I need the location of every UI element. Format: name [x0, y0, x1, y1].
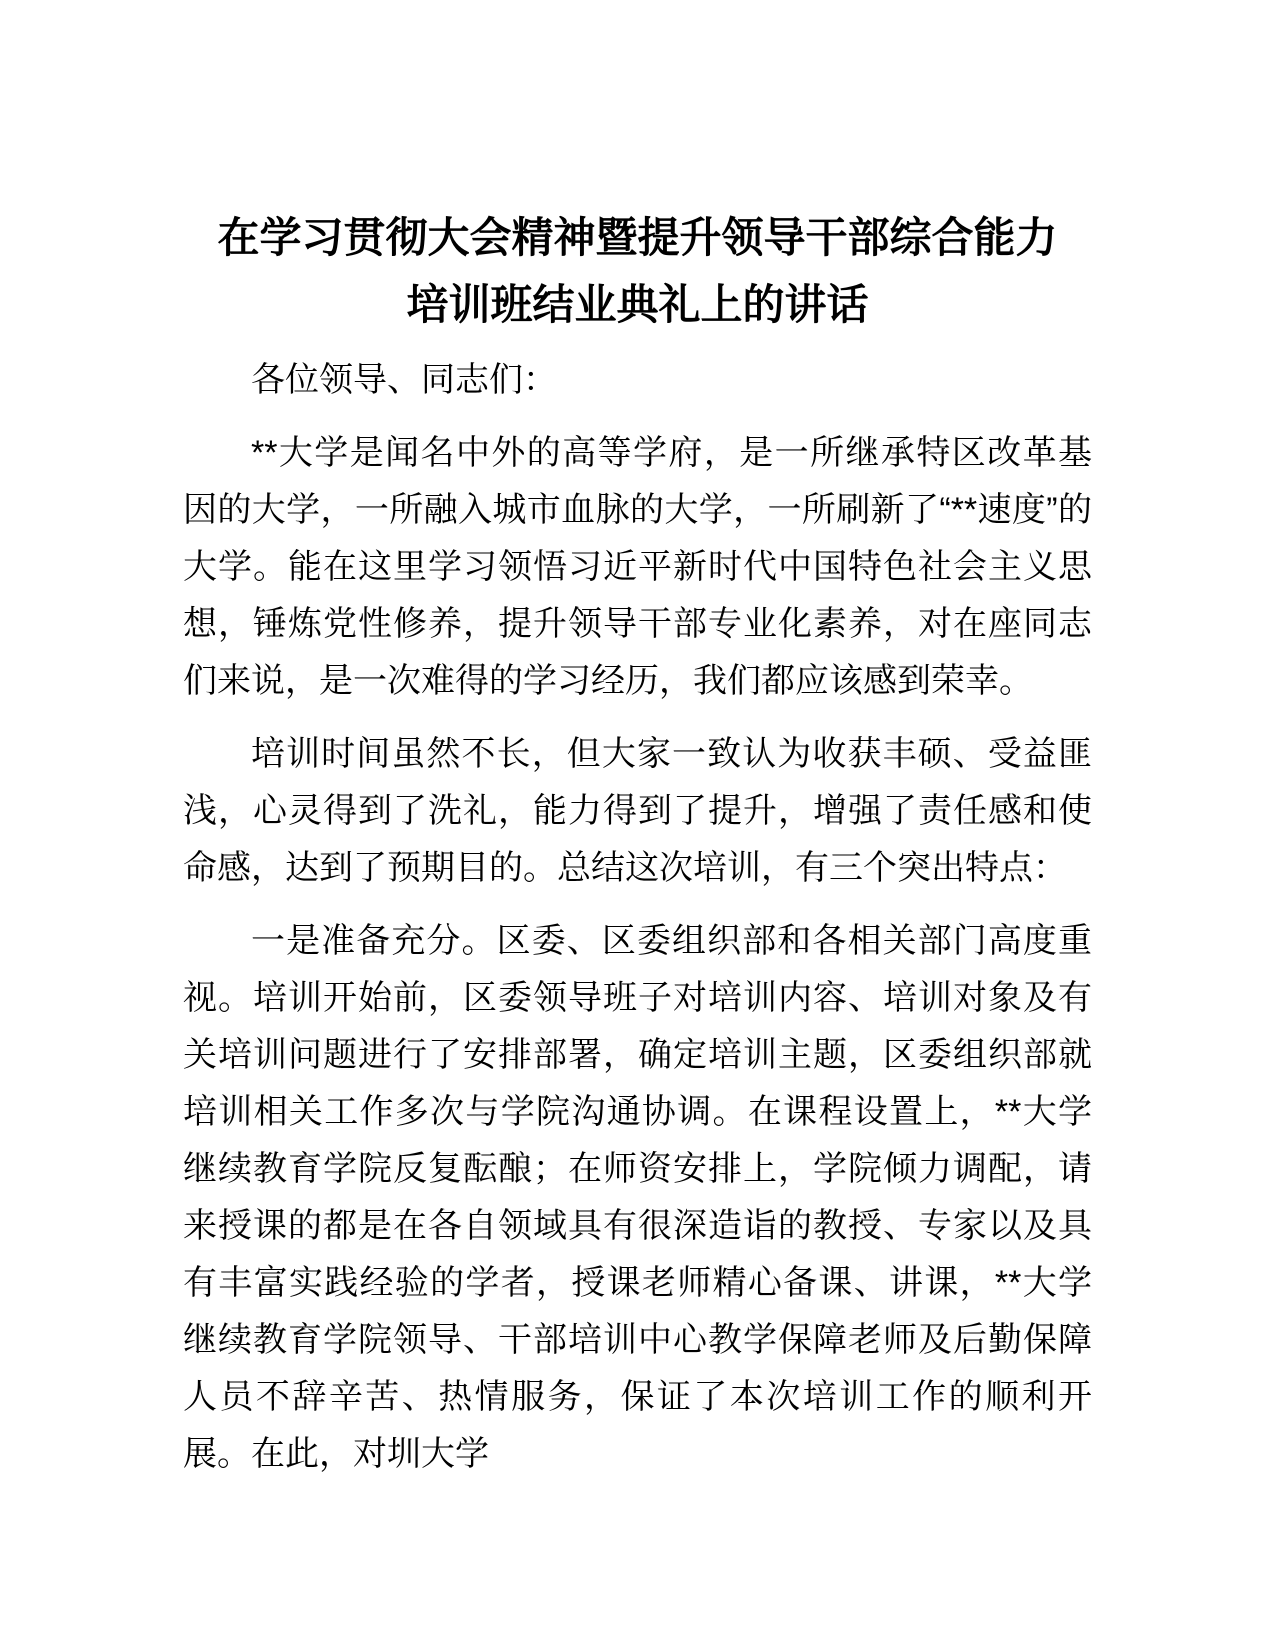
title-line-2: 培训班结业典礼上的讲话 [406, 281, 869, 328]
document-title [183, 204, 1092, 338]
salutation-paragraph: 各位领导、同志们： [251, 361, 557, 399]
title-line-1: 在学习贯彻大会精神暨提升领导干部综合能力 [217, 214, 1058, 261]
paragraph-university-intro: **大学是闻名中外的高等学府，是一所继承特区改革基因的大学，一所融入城市血脉的大学，一所刷新了“**速度”的大学。能在这里学习领悟习近平新时代中国特色社会主义思想，锤炼党性修养，提升领导干部专业化素养，对在座同志们来说，是一次难得的学习经历，我们都应该感到荣幸。 [183, 434, 1092, 700]
paragraph-training-results: 培训时间虽然不长，但大家一致认为收获丰硕、受益匪浅，心灵得到了洗礼，能力得到了提升，增强了责任感和使命感，达到了预期目的。总结这次培训，有三个突出特点： [183, 735, 1092, 887]
paragraph-feature-one-preparation: 一是准备充分。区委、区委组织部和各相关部门高度重视。培训开始前，区委领导班子对培训内容、培训对象及有关培训问题进行了安排部署，确定培训主题，区委组织部就培训相关工作多次与学院沟通协调。在课程设置上，**大学继续教育学院反复酝酿；在师资安排上，学院倾力调配，请来授课的都是在各自领域具有很深造诣的教授、专家以及具有丰富实践经验的学者，授课老师精心备课、讲课，**大学继续教育学院领导、干部培训中心教学保障老师及后勤保障人员不辞辛苦、热情服务，保证了本次培训工作的顺利开展。在此，对圳大学 [183, 922, 1092, 1473]
